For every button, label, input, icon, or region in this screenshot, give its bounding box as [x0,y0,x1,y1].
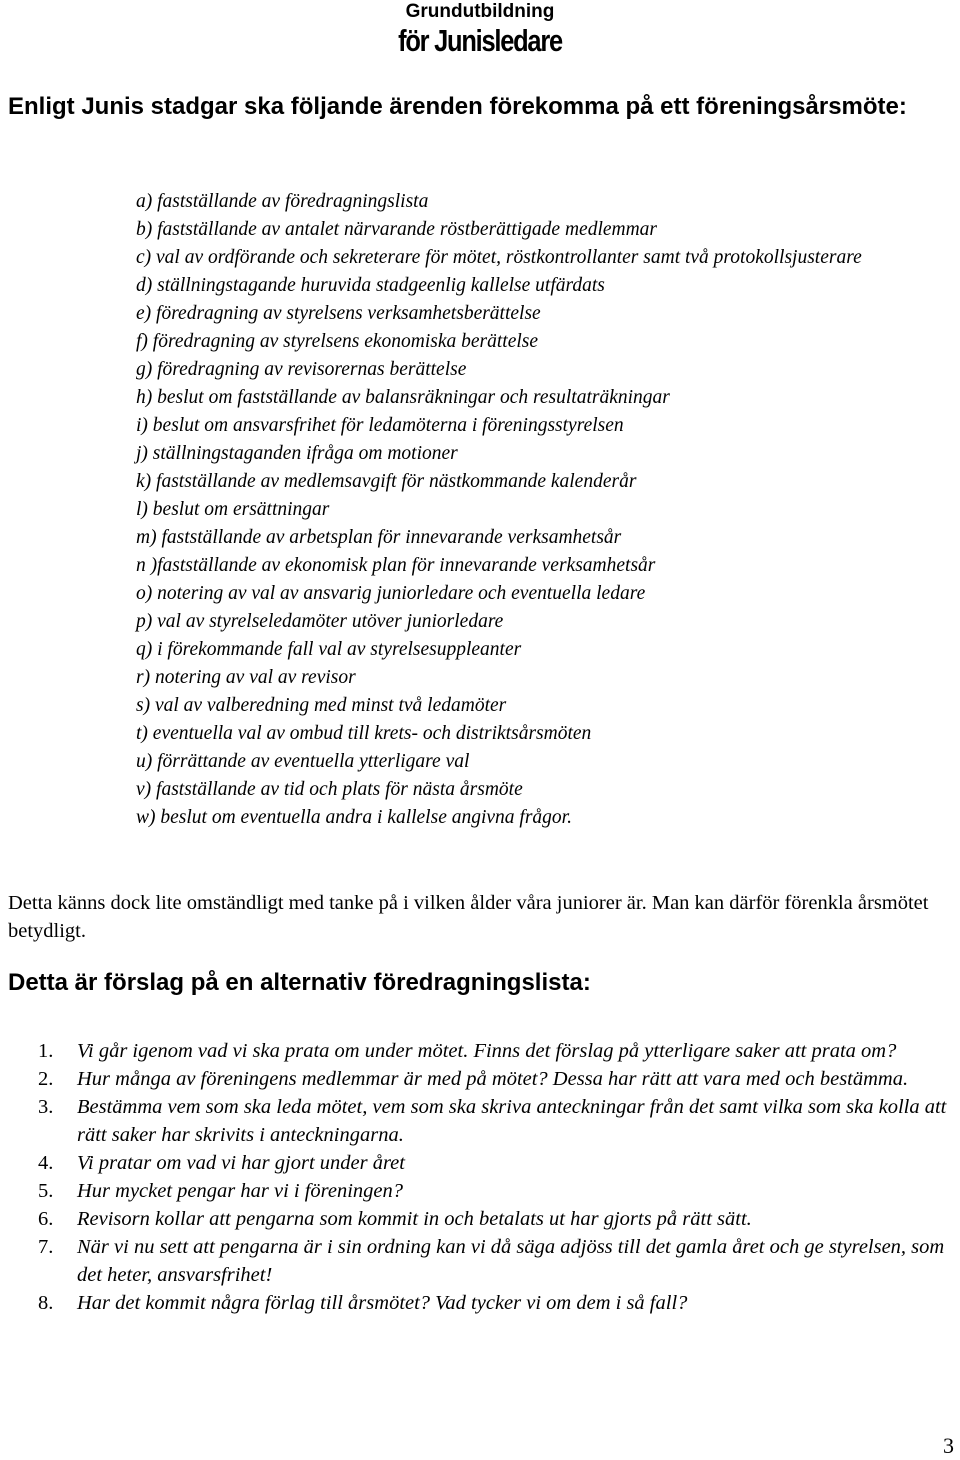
agenda-item [0,1093,960,1149]
list-item: f) föredragning av styrelsens ekonomiska berättelse [136,331,539,352]
agenda-item-text: Hur mycket pengar har vi i föreningen? [77,1180,404,1202]
agenda-item-text: Vi pratar om vad vi har gjort under året [77,1152,405,1174]
list-item: c) val av ordförande och sekreterare för mötet, röstkontrollanter samt två protokollsjusterare [136,247,862,268]
statute-agenda-list [136,188,946,832]
list-item: r) notering av val av revisor [136,667,356,688]
section-heading-alternative: Detta är förslag på en alternativ föredragningslista: [8,969,591,996]
list-item: l) beslut om ersättningar [136,499,330,520]
agenda-item-text: Hur många av föreningens medlemmar är med på mötet? Dessa har rätt att vara med och bestämma. [77,1068,909,1090]
brand-title-top: Grundutbildning [405,1,555,22]
agenda-item [0,1205,960,1233]
agenda-item-number: 6. [38,1208,54,1230]
alternative-agenda-list [0,1037,960,1317]
list-item: t) eventuella val av ombud till krets- och distriktsårsmöten [136,723,592,744]
list-item: s) val av valberedning med minst två ledamöter [136,695,507,716]
page-number: 3 [943,1433,954,1458]
agenda-item-number: 1. [38,1040,54,1062]
agenda-item-text: Revisorn kollar att pengarna som kommit in och betalats ut har gjorts på rätt sätt. [77,1208,752,1230]
intro-paragraph: Detta känns dock lite omständligt med tanke på i vilken ålder våra juniorer är. Man kan därför förenkla årsmötet betydligt. [8,892,929,942]
agenda-item [0,1065,960,1093]
list-item: o) notering av val av ansvarig juniorledare och eventuella ledare [136,583,646,604]
agenda-item-number: 2. [38,1068,54,1090]
list-item: u) förrättande av eventuella ytterligare val [136,751,470,772]
list-item: v) fastställande av tid och plats för nästa årsmöte [136,779,523,800]
list-item: g) föredragning av revisorernas berättelse [136,359,467,380]
agenda-item-number: 4. [38,1152,54,1174]
agenda-item [0,1233,960,1289]
agenda-item [0,1149,960,1177]
list-item: e) föredragning av styrelsens verksamhetsberättelse [136,303,541,324]
list-item: w) beslut om eventuella andra i kallelse angivna frågor. [136,807,572,828]
list-item: p) val av styrelseledamöter utöver juniorledare [136,611,504,632]
brand-header [360,0,600,58]
agenda-item [0,1289,960,1317]
agenda-item-text: När vi nu sett att pengarna är i sin ordning kan vi då säga adjöss till det gamla året och ge styrelsen, som det heter, ansvarsfrihet! [77,1236,945,1286]
list-item: b) fastställande av antalet närvarande röstberättigade medlemmar [136,219,658,240]
list-item: q) i förekommande fall val av styrelsesuppleanter [136,639,522,660]
list-item: k) fastställande av medlemsavgift för nästkommande kalenderår [136,471,637,492]
list-item: j) ställningstaganden ifråga om motioner [136,443,458,464]
section-heading-statutes: Enligt Junis stadgar ska följande ärenden förekomma på ett föreningsårsmöte: [8,93,907,120]
agenda-item-text: Vi går igenom vad vi ska prata om under mötet. Finns det förslag på ytterligare saker att prata om? [77,1040,897,1062]
list-item: m) fastställande av arbetsplan för innevarande verksamhetsår [136,527,622,548]
list-item: h) beslut om fastställande av balansräkningar och resultaträkningar [136,387,670,408]
agenda-item [0,1037,960,1065]
agenda-item-number: 7. [38,1236,54,1258]
list-item: i) beslut om ansvarsfrihet för ledamöterna i föreningsstyrelsen [136,415,624,436]
agenda-item-number: 5. [38,1180,54,1202]
brand-title-bottom: för Junisledare [398,23,562,58]
agenda-item-number: 3. [38,1096,54,1118]
list-item: d) ställningstagande huruvida stadgeenlig kallelse utfärdats [136,275,605,296]
agenda-item-number: 8. [38,1292,54,1314]
list-item: n )fastställande av ekonomisk plan för innevarande verksamhetsår [136,555,656,576]
agenda-item-text: Har det kommit några förlag till årsmötet? Vad tycker vi om dem i så fall? [77,1292,688,1314]
agenda-item [0,1177,960,1205]
list-item: a) fastställande av föredragningslista [136,191,429,212]
agenda-item-text: Bestämma vem som ska leda mötet, vem som ska skriva anteckningar från det samt vilka som ska kolla att rätt saker har skrivits i anteckningarna. [77,1096,947,1146]
